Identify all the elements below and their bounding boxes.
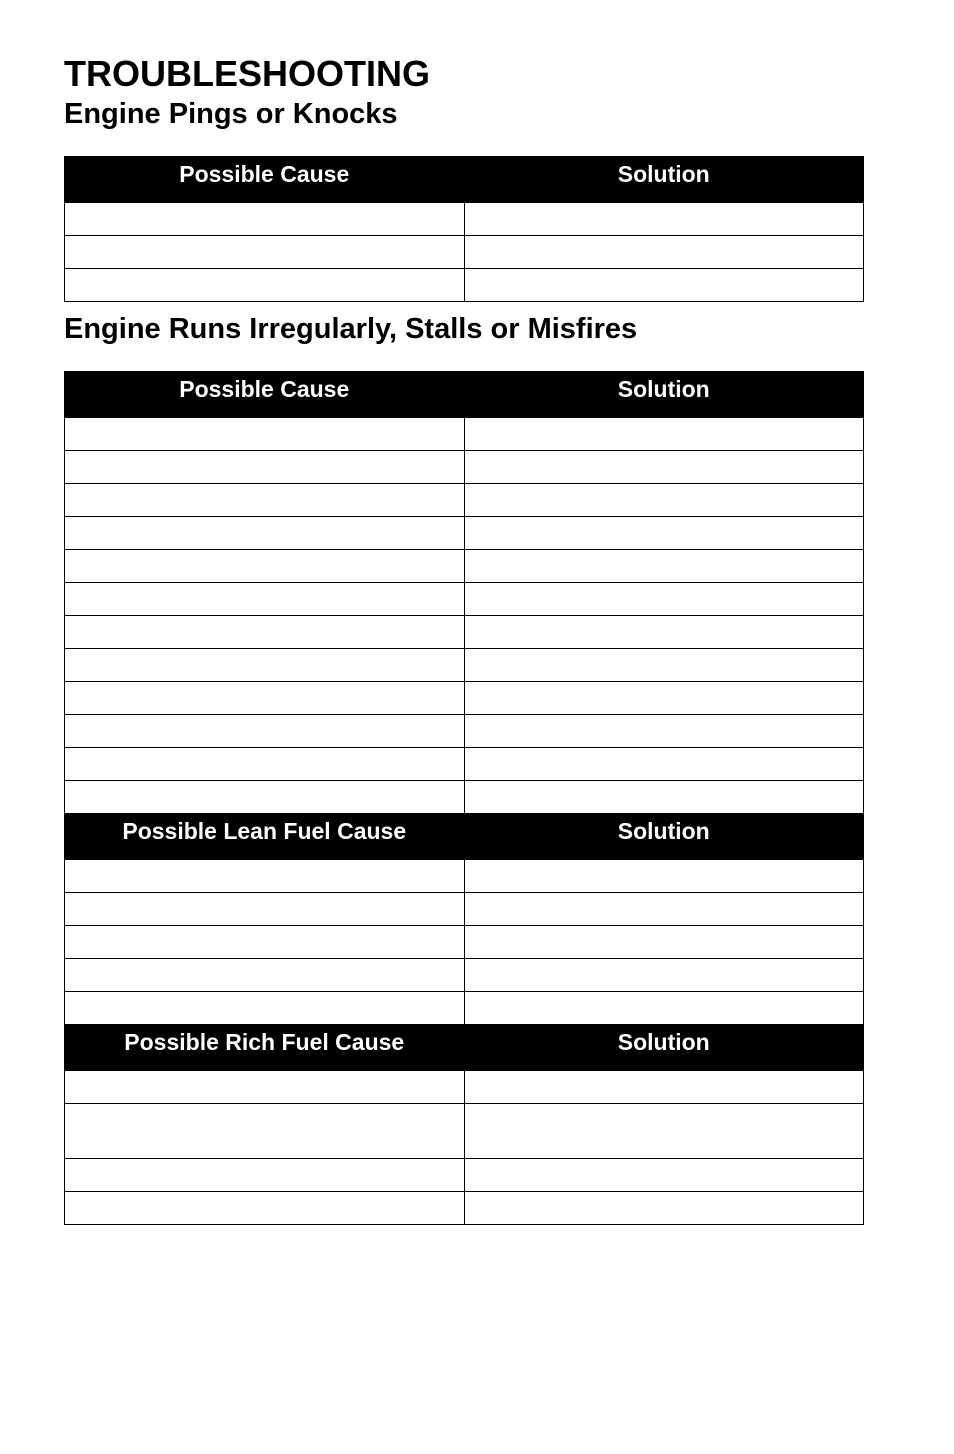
table-header-row: [65, 1025, 864, 1071]
cause-cell: [65, 269, 465, 302]
cause-cell: [65, 781, 465, 814]
cause-cell: [65, 418, 465, 451]
cause-cell: [65, 992, 465, 1025]
table-row: [65, 484, 864, 517]
cause-cell: [65, 682, 465, 715]
solution-cell: [464, 616, 864, 649]
page-title: TROUBLESHOOTING: [64, 53, 430, 94]
table-row: [65, 269, 864, 302]
solution-column-header: Solution: [464, 1025, 864, 1071]
solution-cell: [464, 715, 864, 748]
rich-fuel-cause-column-header: Possible Rich Fuel Cause: [65, 1025, 465, 1071]
table-row: [65, 583, 864, 616]
solution-cell: [464, 451, 864, 484]
cause-cell: [65, 1159, 465, 1192]
cause-cell: [65, 748, 465, 781]
cause-cell: [65, 484, 465, 517]
cause-cell: [65, 550, 465, 583]
cause-column-header: Possible Cause: [65, 372, 465, 418]
table-row: [65, 748, 864, 781]
table-row: [65, 1104, 864, 1159]
solution-cell: [464, 1159, 864, 1192]
cause-cell: [65, 649, 465, 682]
solution-cell: [464, 781, 864, 814]
cause-cell: [65, 1104, 465, 1159]
cause-cell: [65, 517, 465, 550]
table-row: [65, 616, 864, 649]
table-row: [65, 992, 864, 1025]
solution-cell: [464, 682, 864, 715]
cause-cell: [65, 203, 465, 236]
cause-cell: [65, 1071, 465, 1104]
solution-cell: [464, 517, 864, 550]
table-header-row: [65, 814, 864, 860]
table-row: [65, 203, 864, 236]
table-row: [65, 959, 864, 992]
table-row: [65, 1192, 864, 1225]
table-row: [65, 926, 864, 959]
table-header-row: [65, 372, 864, 418]
solution-cell: [464, 926, 864, 959]
solution-cell: [464, 550, 864, 583]
solution-cell: [464, 860, 864, 893]
solution-cell: [464, 748, 864, 781]
cause-cell: [65, 451, 465, 484]
table-row: [65, 451, 864, 484]
table-row: [65, 1159, 864, 1192]
solution-cell: [464, 959, 864, 992]
table-row: [65, 781, 864, 814]
table-row: [65, 860, 864, 893]
solution-column-header: Solution: [464, 814, 864, 860]
table-row: [65, 649, 864, 682]
section-heading-engine-pings: Engine Pings or Knocks: [64, 98, 398, 130]
engine-pings-table: [64, 156, 864, 302]
solution-cell: [464, 893, 864, 926]
table-row: [65, 236, 864, 269]
cause-cell: [65, 236, 465, 269]
table-row: [65, 517, 864, 550]
cause-cell: [65, 860, 465, 893]
solution-cell: [464, 269, 864, 302]
table-row: [65, 550, 864, 583]
solution-cell: [464, 203, 864, 236]
solution-cell: [464, 1071, 864, 1104]
solution-cell: [464, 992, 864, 1025]
cause-cell: [65, 616, 465, 649]
solution-column-header: Solution: [464, 372, 864, 418]
cause-cell: [65, 926, 465, 959]
solution-cell: [464, 1192, 864, 1225]
table-row: [65, 682, 864, 715]
solution-cell: [464, 1104, 864, 1159]
cause-cell: [65, 715, 465, 748]
engine-runs-irregularly-table: [64, 371, 864, 1225]
cause-cell: [65, 583, 465, 616]
table-header-row: [65, 157, 864, 203]
table-row: [65, 418, 864, 451]
solution-cell: [464, 649, 864, 682]
table-row: [65, 715, 864, 748]
cause-cell: [65, 959, 465, 992]
section-heading-engine-runs-irregularly: Engine Runs Irregularly, Stalls or Misfires: [64, 313, 638, 345]
cause-cell: [65, 1192, 465, 1225]
table-row: [65, 1071, 864, 1104]
solution-cell: [464, 484, 864, 517]
cause-cell: [65, 893, 465, 926]
solution-cell: [464, 418, 864, 451]
solution-column-header: Solution: [464, 157, 864, 203]
solution-cell: [464, 236, 864, 269]
cause-column-header: Possible Cause: [65, 157, 465, 203]
table-row: [65, 893, 864, 926]
solution-cell: [464, 583, 864, 616]
lean-fuel-cause-column-header: Possible Lean Fuel Cause: [65, 814, 465, 860]
